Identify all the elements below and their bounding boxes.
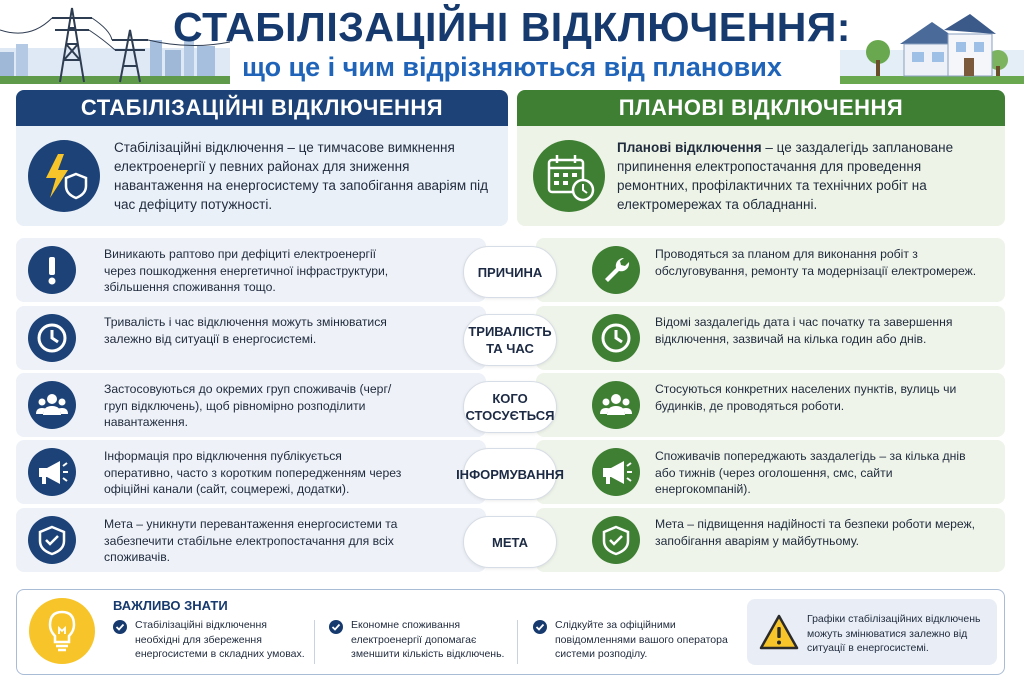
- shield-check-icon: [28, 516, 76, 564]
- row-label-pill: ТРИВАЛІСТЬ ТА ЧАС: [463, 314, 557, 366]
- row-label-pill: ІНФОРМУВАННЯ: [463, 448, 557, 500]
- row-label-pill: КОГО СТОСУЄТЬСЯ: [463, 381, 557, 433]
- wrench-icon: [592, 246, 640, 294]
- comparison-row-cause: [16, 238, 1005, 302]
- row-right-text: Стосуються конкретних населених пунктів, вулиць чи будинків, де проводяться роботи.: [655, 382, 957, 413]
- megaphone-icon: [28, 448, 76, 496]
- comparison-row-goal: [16, 508, 1005, 572]
- row-left-text: Виникають раптово при дефіциті електроенергії через пошкодження енергетичної інфраструктури, збільшення споживання тощо.: [104, 247, 389, 294]
- row-left-cell: [16, 306, 486, 370]
- row-left-text: Інформація про відключення публікується оперативно, часто з коротким попередженням через офіційні канали (сайт, соцмережі, додатки).: [104, 449, 402, 496]
- shield-check-icon: [592, 516, 640, 564]
- people-icon: [592, 381, 640, 429]
- page-title: СТАБІЛІЗАЦІЙНІ ВІДКЛЮЧЕННЯ:: [173, 4, 851, 50]
- page-subtitle: що це і чим відрізняються від планових: [242, 52, 782, 82]
- exclamation-icon: [28, 246, 76, 294]
- lightning-shield-icon: [28, 140, 100, 212]
- row-left-cell: [16, 508, 486, 572]
- important-tip-text: Стабілізаційні відключення необхідні для збереження енергосистеми в складних умовах.: [135, 619, 305, 660]
- row-label-pill: ПРИЧИНА: [463, 246, 557, 298]
- check-icon: [533, 620, 547, 634]
- row-right-cell: [536, 440, 1005, 504]
- row-right-text: Мета – підвищення надійності та безпеки роботи мереж, запобігання аваріям у майбутньому.: [655, 517, 976, 548]
- row-left-cell: [16, 440, 486, 504]
- divider: [314, 620, 315, 664]
- check-icon: [113, 620, 127, 634]
- warning-icon: [759, 613, 799, 651]
- row-left-text: Застосовуються до окремих груп споживачів (черг/груп відключень), щоб рівномірно розподілити навантаження.: [104, 382, 392, 429]
- warning-text: Графіки стабілізаційних відключень можуть змінюватися залежно від ситуації в енергосистемі.: [807, 613, 981, 654]
- comparison-row-duration: [16, 306, 1005, 370]
- planned-intro-text: [617, 138, 987, 214]
- row-right-text: Проводяться за планом для виконання робіт з обслуговування, ремонту та модернізації електромереж.: [655, 247, 977, 278]
- calendar-clock-icon: [533, 140, 605, 212]
- row-right-text: Споживачів попереджають заздалегідь – за кілька днів або тижнів (через оголошення, смс, сайти енергокомпаній).: [655, 449, 966, 496]
- row-label-pill: МЕТА: [463, 516, 557, 568]
- row-left-cell: [16, 373, 486, 437]
- people-icon: [28, 381, 76, 429]
- important-tip-text: Економне споживання електроенергії допомагає зменшити кількість відключень.: [351, 619, 505, 660]
- header: [0, 0, 1024, 86]
- house-illustration-icon: [840, 0, 1024, 84]
- row-right-cell: [536, 306, 1005, 370]
- row-right-cell: [536, 373, 1005, 437]
- important-box: [16, 589, 1005, 675]
- planned-intro-bold: Планові відключення: [617, 140, 762, 155]
- row-left-text: Мета – уникнути перевантаження енергосистеми та забезпечити стабільне електропостачання для всіх споживачів.: [104, 517, 398, 564]
- clock-icon: [28, 314, 76, 362]
- megaphone-icon: [592, 448, 640, 496]
- planned-column-title: ПЛАНОВІ ВІДКЛЮЧЕННЯ: [517, 90, 1005, 126]
- stabilization-intro-text: Стабілізаційні відключення – це тимчасове вимкнення електроенергії у певних районах для зниження навантаження на енергосистему та запобігання аваріям під час дефіциту потужності.: [114, 140, 489, 212]
- row-right-text: Відомі заздалегідь дата і час початку та завершення відключення, зазвичай на кілька годин або днів.: [655, 315, 953, 346]
- row-right-cell: [536, 238, 1005, 302]
- lightbulb-icon: [29, 598, 95, 664]
- comparison-row-notification: [16, 440, 1005, 504]
- stabilization-intro: [16, 126, 508, 226]
- row-left-cell: [16, 238, 486, 302]
- divider: [517, 620, 518, 664]
- planned-intro: [517, 126, 1005, 226]
- important-title: ВАЖЛИВО ЗНАТИ: [113, 598, 228, 613]
- important-tip-text: Слідкуйте за офіційними повідомленнями вашого оператора системи розподілу.: [555, 619, 728, 660]
- check-icon: [329, 620, 343, 634]
- planned-intro-rest: – це заздалегідь заплановане припинення електропостачання для проведення ремонтних, профілактичних та технічних робіт на електромережах та обладнанні.: [617, 140, 954, 212]
- row-right-cell: [536, 508, 1005, 572]
- stabilization-column-title: СТАБІЛІЗАЦІЙНІ ВІДКЛЮЧЕННЯ: [16, 90, 508, 126]
- comparison-row-scope: [16, 373, 1005, 437]
- warning-note: [747, 599, 997, 665]
- clock-icon: [592, 314, 640, 362]
- row-left-text: Тривалість і час відключення можуть змінюватися залежно від ситуації в енергосистемі.: [104, 315, 387, 346]
